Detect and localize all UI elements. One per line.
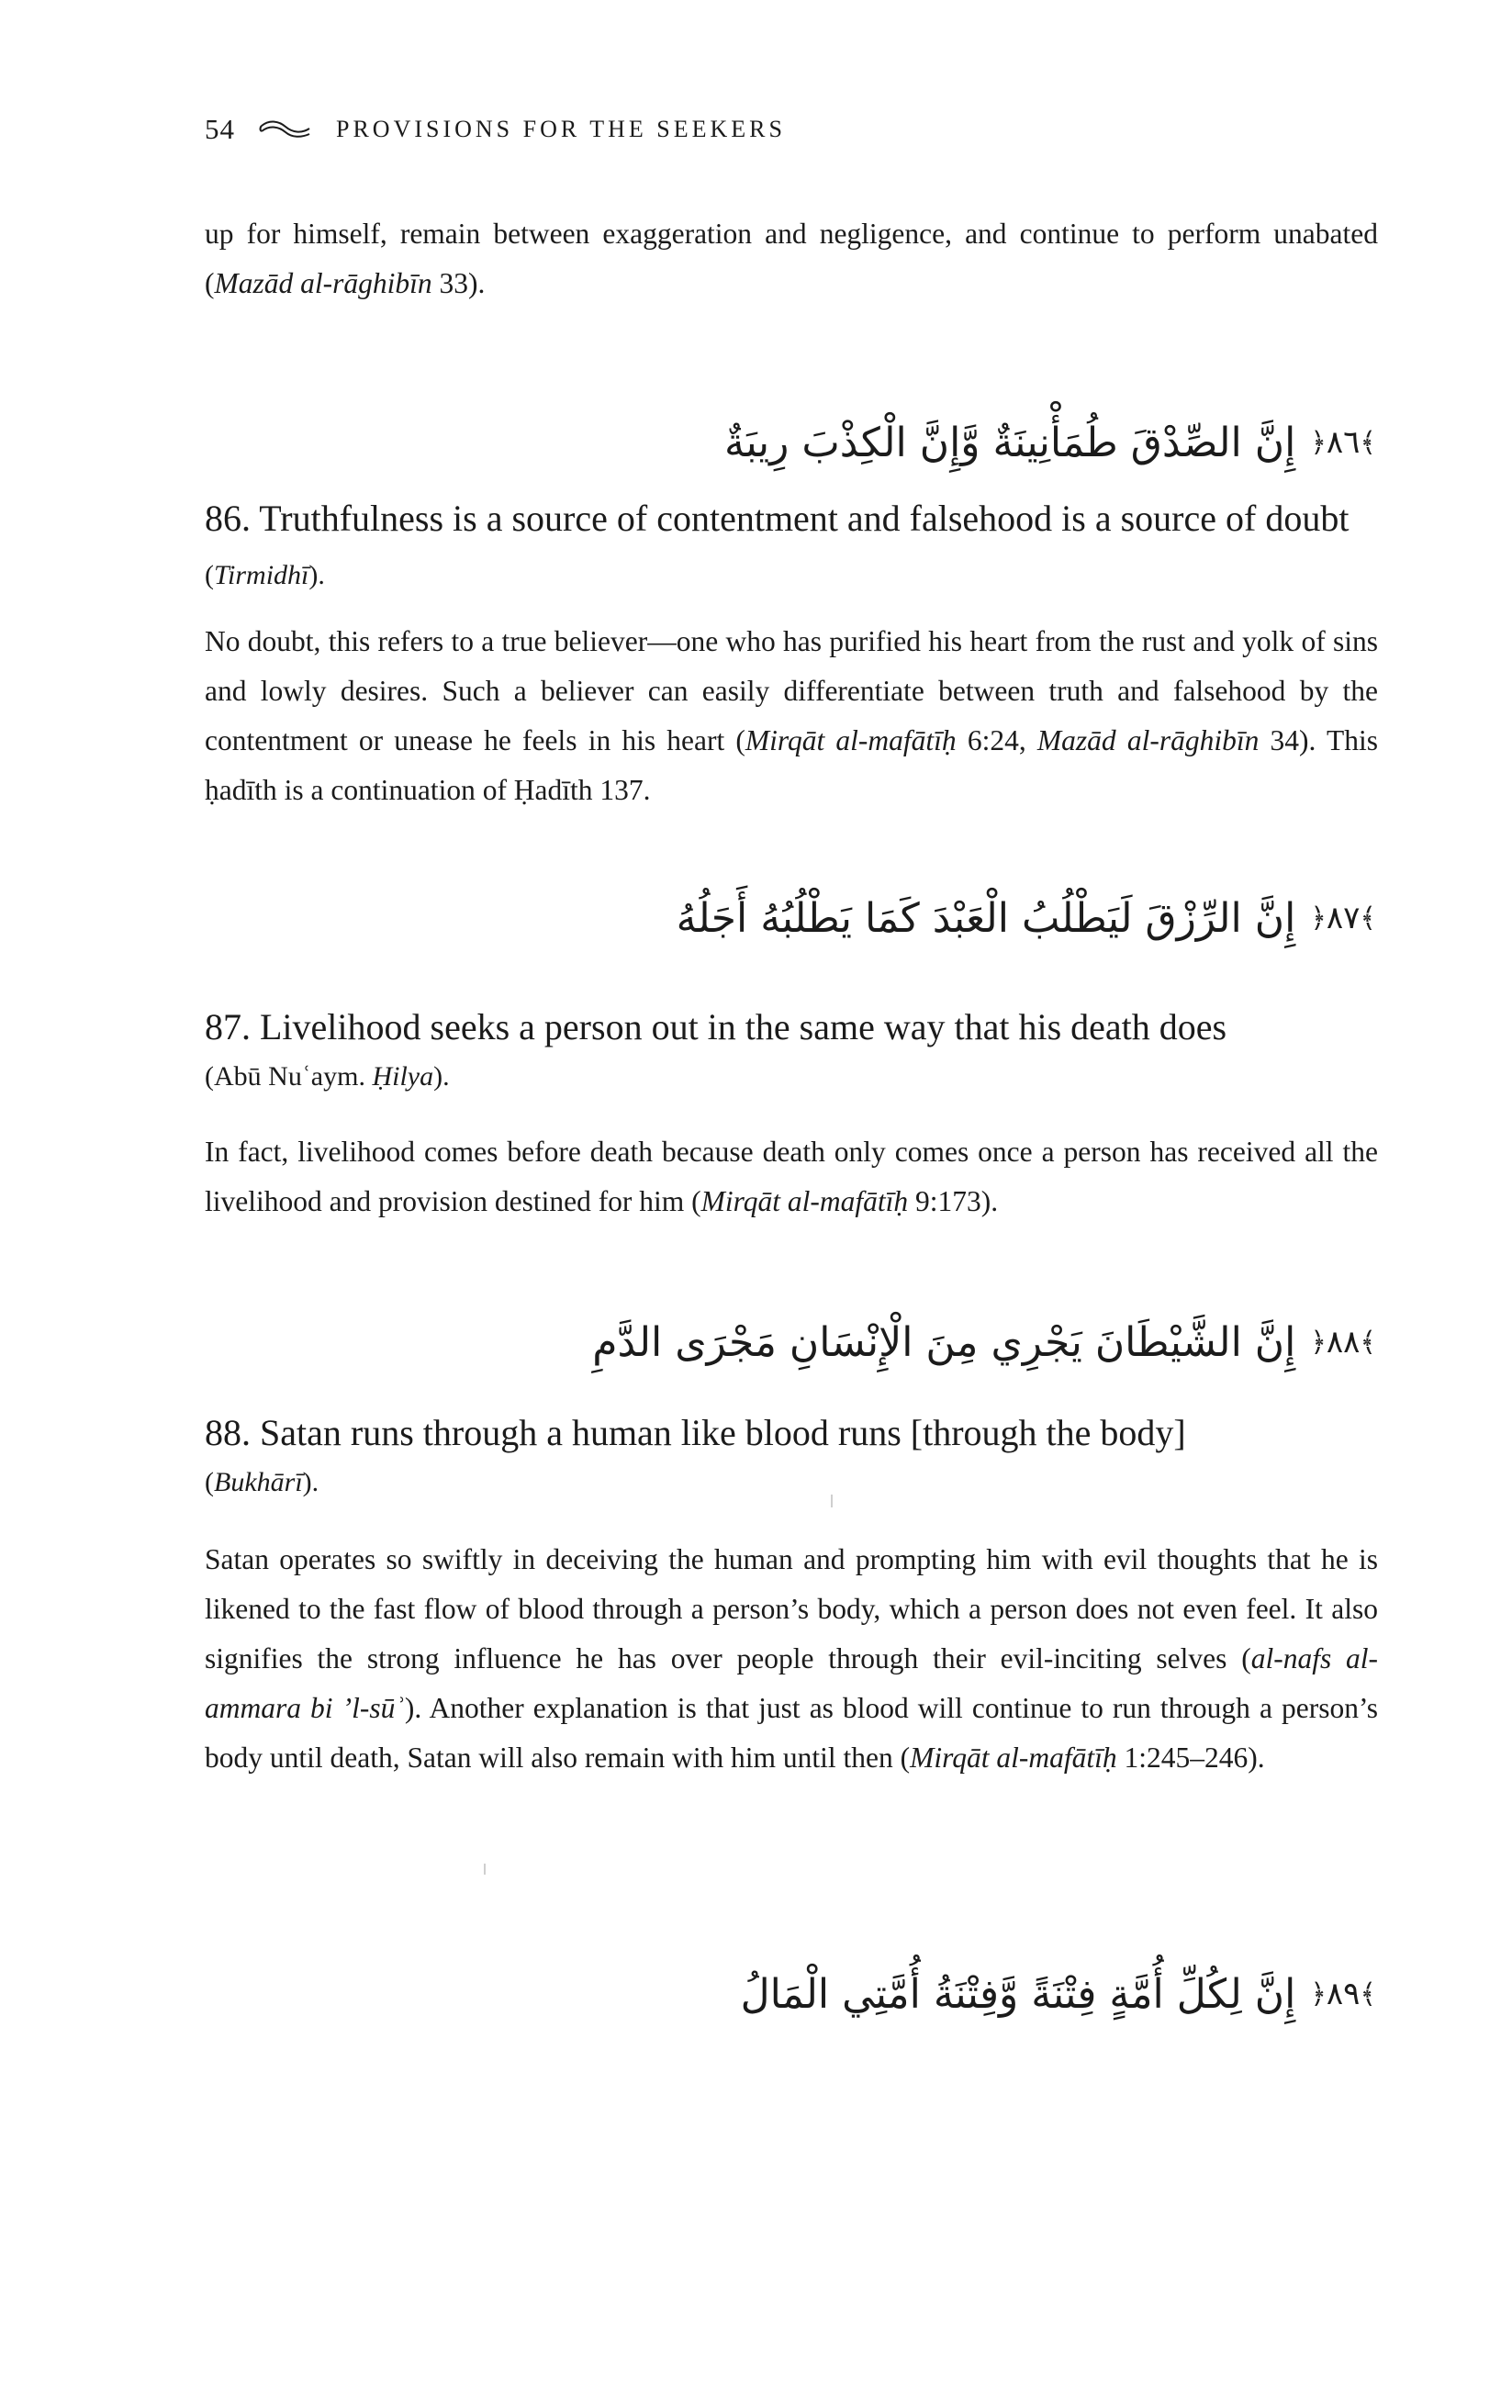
- hadith-source: (Bukhārī).: [205, 1467, 319, 1497]
- arabic-text: إِنَّ الصِّدْقَ طُمَأْنِينَةٌ وَّإِنَّ الْكِذْبَ رِيبَةٌ: [723, 419, 1296, 466]
- hadith-translation: 86. Truthfulness is a source of contentment and falsehood is a source of doubt (Tirmidhī).: [205, 498, 1350, 590]
- hadith-heading-86: [205, 492, 1378, 602]
- hadith-number-marker: ﴿ ٨٦ ﴾: [1310, 424, 1376, 461]
- running-head: [205, 108, 1398, 151]
- commentary-87: [205, 1127, 1378, 1226]
- hadith-source: (Abū Nuʿaym. Ḥilya).: [205, 1061, 450, 1092]
- hadith-number-marker: ﴿ ٨٨ ﴾: [1310, 1324, 1376, 1361]
- hadith-translation: 87. Livelihood seeks a person out in the same way that his death does: [205, 1006, 1227, 1047]
- hadith-source: (Tirmidhī).: [205, 560, 325, 590]
- scroll-ornament-icon: [259, 118, 312, 141]
- arabic-text: إِنَّ الرِّزْقَ لَيَطْلُبُ الْعَبْدَ كَمَا يَطْلُبُهُ أَجَلُهُ: [676, 894, 1296, 942]
- commentary-88: [205, 1535, 1378, 1783]
- arabic-text: إِنَّ الشَّيْطَانَ يَجْرِي مِنَ الْإِنْسَانِ مَجْرَى الدَّمِ: [592, 1318, 1296, 1366]
- hadith-heading-87: [205, 1001, 1378, 1100]
- running-title: PROVISIONS FOR THE SEEKERS: [336, 116, 786, 142]
- hadith-number-marker: ﴿ ٨٧ ﴾: [1310, 900, 1376, 936]
- arabic-hadith-88: [592, 1305, 1376, 1379]
- intro-paragraph: [205, 209, 1378, 308]
- arabic-hadith-87: [677, 881, 1376, 955]
- paragraph-text: In fact, livelihood comes before death because death only comes once a person has received all the livelihood and provision destined for him (Mirqāt al-mafātīḥ 9:173).: [205, 1136, 1378, 1217]
- arabic-hadith-89: [741, 1957, 1376, 2031]
- source-title: Mazād al-rāghibīn: [214, 267, 432, 299]
- arabic-hadith-86: [724, 406, 1376, 479]
- paragraph-text: No doubt, this refers to a true believer—one who has purified his heart from the rust and yolk of sins and lowly desires. Such a believer can easily differentiate between truth and falsehood by the contentment or unease he feels in his heart (Mirqāt al-mafātīḥ 6:24, Mazād al-rāghibīn 34). This ḥadīth is a continuation of Ḥadīth 137.: [205, 625, 1378, 806]
- scan-mark: [484, 1864, 486, 1875]
- page-number: 54: [205, 113, 235, 145]
- hadith-heading-88: [205, 1406, 1378, 1506]
- paragraph-text: up for himself, remain between exaggeration and negligence, and continue to perform unabated (Mazād al-rāghibīn 33).: [205, 218, 1378, 299]
- hadith-translation: 88. Satan runs through a human like blood runs [through the body]: [205, 1412, 1186, 1453]
- hadith-number-marker: ﴿ ٨٩ ﴾: [1310, 1976, 1376, 2012]
- scan-mark: [831, 1495, 833, 1507]
- paragraph-text: Satan operates so swiftly in deceiving the human and prompting him with evil thoughts that he is likened to the fast flow of blood through a person’s body, which a person does not even feel. It also signifies the strong influence he has over people through their evil-inciting selves (al-nafs al-ammara bi ’l-sūʾ). Another explanation is that just as blood will continue to run through a person’s body until death, Satan will also remain with him until then (Mirqāt al-mafātīḥ 1:245–246).: [205, 1543, 1379, 1774]
- arabic-text: إِنَّ لِكُلِّ أُمَّةٍ فِتْنَةً وَّفِتْنَةُ أُمَّتِي الْمَالُ: [740, 1970, 1296, 2018]
- commentary-86: [205, 617, 1378, 815]
